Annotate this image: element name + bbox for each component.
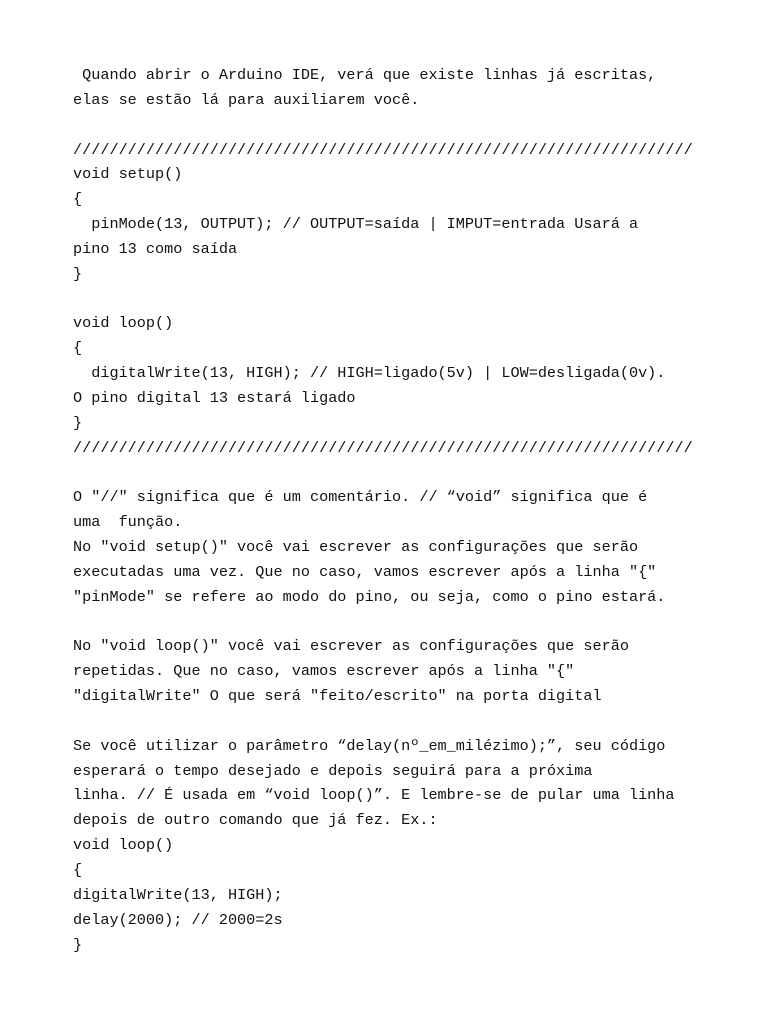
text-line: No "void setup()" você vai escrever as configurações que serão xyxy=(73,538,639,557)
code-line: { xyxy=(73,861,83,879)
comment-divider: //////////////////////////////////////////////////////////////////// xyxy=(73,438,693,457)
text-line: depois de outro comando que já fez. Ex.: xyxy=(73,811,438,830)
text-line: repetidas. Que no caso, vamos escrever após a linha "{" xyxy=(73,662,575,681)
code-line: { xyxy=(73,339,83,358)
code-line: O pino digital 13 estará ligado xyxy=(73,388,356,407)
text-line: "pinMode" se refere ao modo do pino, ou seja, como o pino estará. xyxy=(73,587,666,606)
code-line: digitalWrite(13, HIGH); xyxy=(73,885,283,904)
code-line: void loop() xyxy=(73,314,174,333)
text-line: O "//" significa que é um comentário. // “void” significa que é xyxy=(73,488,648,507)
text-line: esperará o tempo desejado e depois seguirá para a próxima xyxy=(73,761,593,780)
text-line: No "void loop()" você vai escrever as configurações que serão xyxy=(73,637,629,656)
code-line: { xyxy=(73,190,83,209)
code-line: pino 13 como saída xyxy=(73,239,238,258)
blank-line xyxy=(73,287,753,312)
code-line: delay(2000); // 2000=2s xyxy=(73,910,283,929)
code-line: } xyxy=(73,264,83,283)
code-line: void loop() xyxy=(73,836,174,855)
text-line: Quando abrir o Arduino IDE, verá que existe linhas já escritas, xyxy=(73,66,657,84)
blank-line xyxy=(73,113,753,138)
text-line: Se você utilizar o parâmetro “delay(nº_em_milézimo);”, seu código xyxy=(73,736,666,755)
text-line: uma função. xyxy=(73,513,183,532)
comment-divider: //////////////////////////////////////////////////////////////////// xyxy=(73,140,693,159)
text-line: "digitalWrite" O que será "feito/escrito" na porta digital xyxy=(73,687,602,706)
code-line: } xyxy=(73,413,83,432)
code-line: pinMode(13, OUTPUT); // OUTPUT=saída | IMPUT=entrada Usará a xyxy=(73,215,639,234)
blank-line xyxy=(73,709,753,734)
text-line: elas se estão lá para auxiliarem você. xyxy=(73,90,420,109)
text-line: executadas uma vez. Que no caso, vamos escrever após a linha "{" xyxy=(73,562,657,581)
blank-line xyxy=(73,610,753,635)
code-line: digitalWrite(13, HIGH); // HIGH=ligado(5v) | LOW=desligada(0v). xyxy=(73,364,666,383)
blank-line xyxy=(73,461,753,486)
code-line: } xyxy=(73,935,83,954)
text-line: linha. // É usada em “void loop()”. E lembre-se de pular uma linha xyxy=(73,786,675,805)
code-line: void setup() xyxy=(73,165,183,184)
document-page xyxy=(73,63,753,957)
